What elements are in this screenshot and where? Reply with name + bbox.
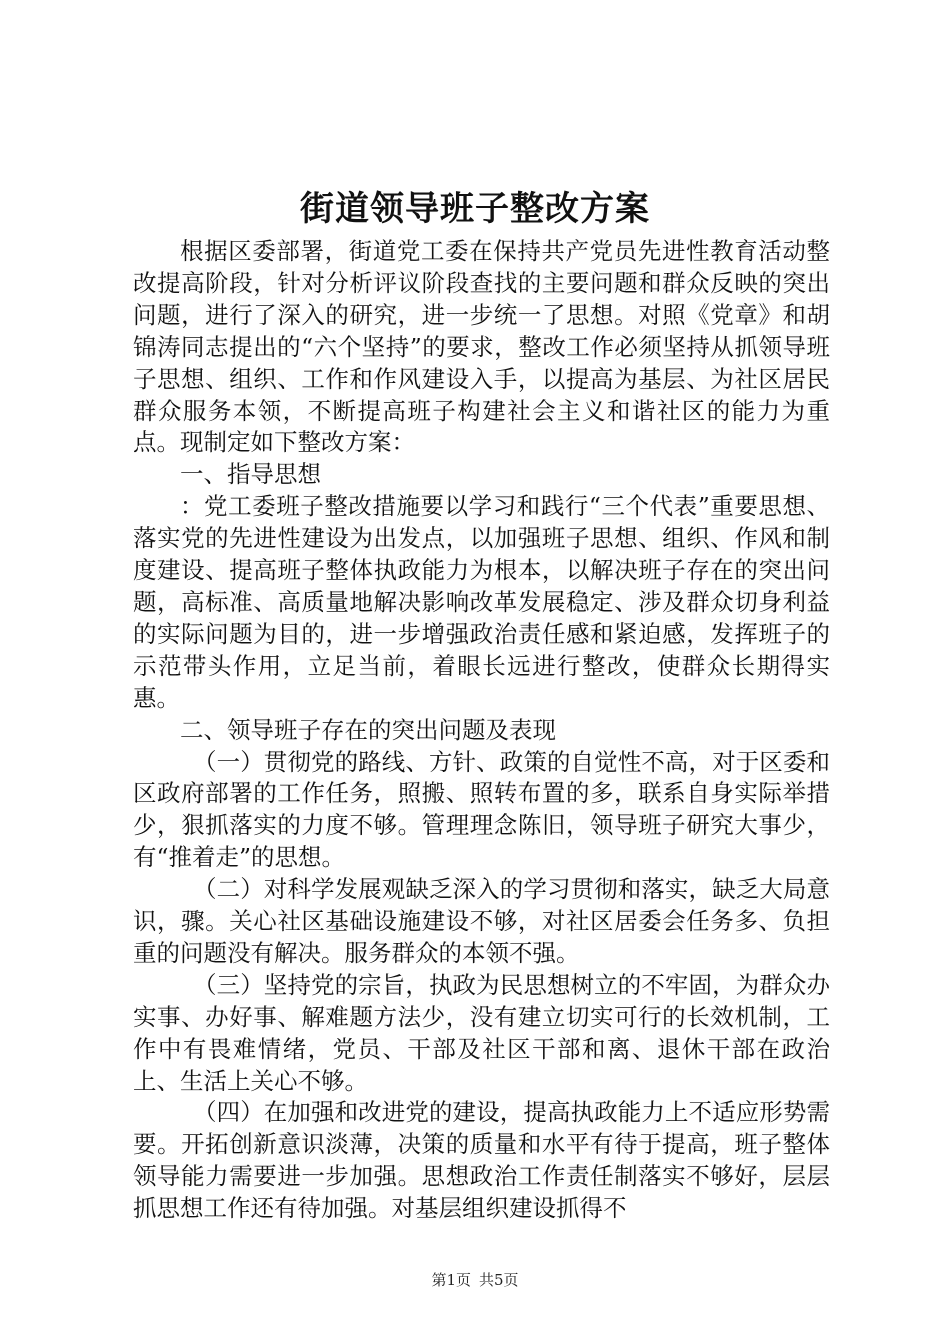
problem-item-2: （二）对科学发展观缺乏深入的学习贯彻和落实，缺乏大局意识，骤。关心社区基础设施建设不够，对社区居委会任务多、负担重的问题没有解决。服务群众的本领不强。: [133, 875, 830, 967]
section-heading-guiding-thought: 一、指导思想: [180, 460, 321, 489]
document-title: 街道领导班子整改方案: [300, 189, 650, 229]
document-body: [133, 236, 830, 1225]
problem-item-1: （一）贯彻党的路线、方针、政策的自觉性不高，对于区委和区政府部署的工作任务，照搬、照转布置的多，联系自身实际举措少，狠抓落实的力度不够。管理理念陈旧，领导班子研究大事少，有“推着走”的思想。: [133, 747, 830, 872]
section-heading-problems: 二、领导班子存在的突出问题及表现: [180, 715, 556, 744]
guiding-thought-paragraph: ：党工委班子整改措施要以学习和践行“三个代表”重要思想、落实党的先进性建设为出发点，以加强班子思想、组织、作风和制度建设、提高班子整体执政能力为根本，以解决班子存在的突出问题，高标准、高质量地解决影响改革发展稳定、涉及群众切身利益的实际问题为目的，进一步增强政治责任感和紧迫感，发挥班子的示范带头作用，立足当前，着眼长远进行整改，使群众长期得实惠。: [133, 492, 830, 712]
page-number: 第1页: [431, 1271, 471, 1289]
intro-paragraph: 根据区委部署，街道党工委在保持共产党员先进性教育活动整改提高阶段，针对分析评议阶段查找的主要问题和群众反映的突出问题，进行了深入的研究，进一步统一了思想。对照《党章》和胡锦涛同志提出的“六个坚持”的要求，整改工作必须坚持从抓领导班子思想、组织、工作和作风建设入手，以提高为基层、为社区居民群众服务本领，不断提高班子构建社会主义和谐社区的能力为重点。现制定如下整改方案：: [133, 237, 830, 457]
problem-item-4: （四）在加强和改进党的建设，提高执政能力上不适应形势需要。开拓创新意识淡薄，决策的质量和水平有待于提高，班子整体领导能力需要进一步加强。思想政治工作责任制落实不够好，层层抓思想工作还有待加强。对基层组织建设抓得不: [133, 1098, 830, 1223]
page-footer: [0, 1270, 950, 1290]
problem-item-3: （三）坚持党的宗旨，执政为民思想树立的不牢固，为群众办实事、办好事、解难题方法少，没有建立切实可行的长效机制，工作中有畏难情绪，党员、干部及社区干部和离、退休干部在政治上、生活上关心不够。: [133, 970, 830, 1095]
page-total: 共5页: [479, 1271, 519, 1289]
